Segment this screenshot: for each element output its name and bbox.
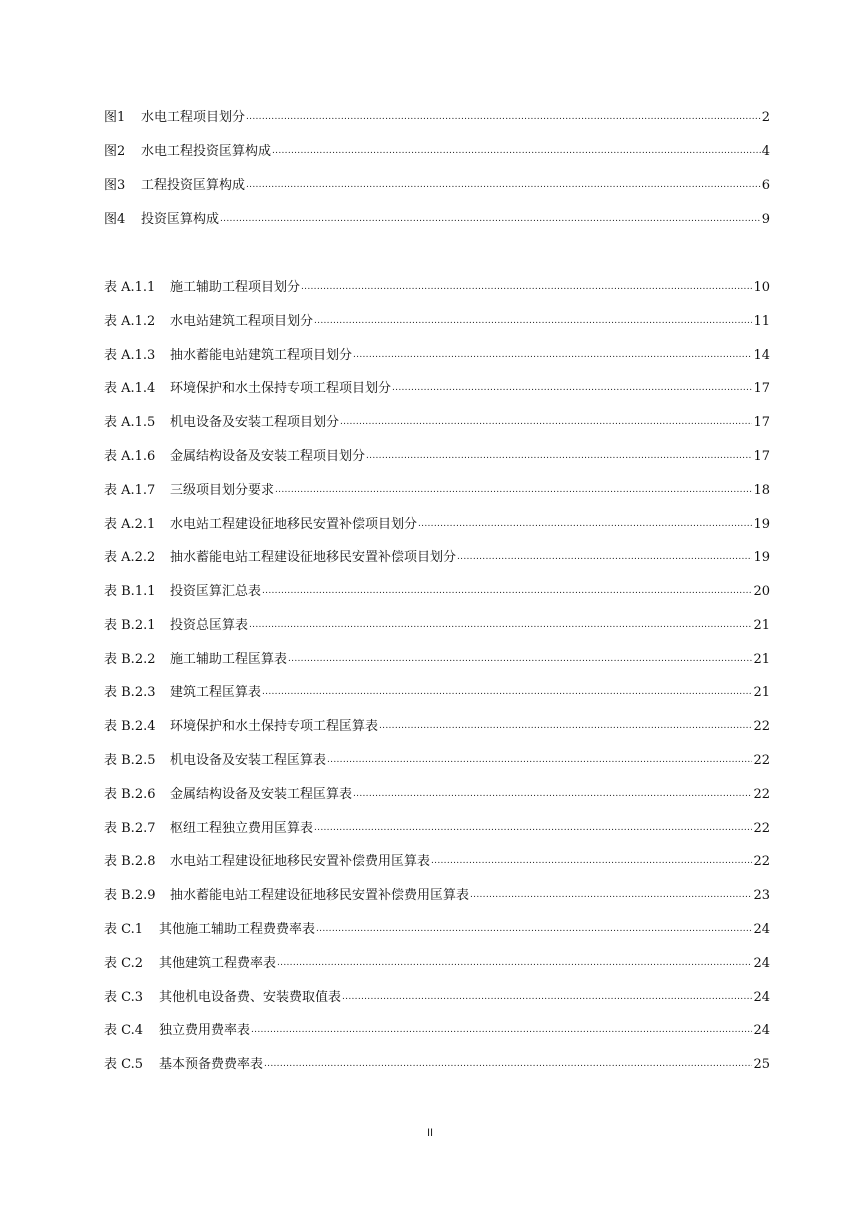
entry-title: 其他机电设备费、安装费取值表 xyxy=(159,990,342,1005)
dot-leader xyxy=(246,175,761,195)
dot-leader xyxy=(366,446,752,466)
toc-entry[interactable] xyxy=(104,920,770,940)
entry-title: 枢纽工程独立费用匡算表 xyxy=(170,821,314,836)
dot-leader xyxy=(418,514,752,534)
entry-page: 6 xyxy=(761,178,770,193)
entry-page: 25 xyxy=(753,1057,770,1072)
entry-label: 图1 xyxy=(104,110,126,125)
entry-label: 图3 xyxy=(104,178,126,193)
entry-page: 22 xyxy=(753,821,770,836)
dot-leader xyxy=(251,1020,752,1040)
entry-page: 22 xyxy=(753,719,770,734)
dot-leader xyxy=(249,615,752,635)
toc-entry[interactable] xyxy=(104,548,770,568)
entry-label: 表 C.3 xyxy=(104,990,144,1005)
entry-title: 投资总匡算表 xyxy=(170,618,249,633)
entry-label: 表 C.1 xyxy=(104,922,144,937)
entry-label: 表 A.1.4 xyxy=(104,381,156,396)
entry-page: 19 xyxy=(753,517,770,532)
entry-label: 表 A.1.3 xyxy=(104,348,156,363)
entry-title: 抽水蓄能电站工程建设征地移民安置补偿项目划分 xyxy=(170,550,457,565)
entry-title: 三级项目划分要求 xyxy=(170,483,275,498)
entry-title: 水电站建筑工程项目划分 xyxy=(170,314,314,329)
toc-entry[interactable] xyxy=(104,785,770,805)
entry-label: 表 B.2.3 xyxy=(104,685,156,700)
dot-leader xyxy=(470,885,752,905)
toc-entry[interactable] xyxy=(104,515,770,535)
entry-title: 工程投资匡算构成 xyxy=(141,178,246,193)
entry-label: 表 B.1.1 xyxy=(104,584,156,599)
dot-leader xyxy=(314,818,752,838)
entry-label: 表 B.2.9 xyxy=(104,888,156,903)
entry-label: 表 A.1.2 xyxy=(104,314,156,329)
dot-leader xyxy=(316,919,752,939)
toc-entry[interactable] xyxy=(104,582,770,602)
entry-title: 机电设备及安装工程匡算表 xyxy=(170,753,327,768)
entry-page: 9 xyxy=(761,212,770,227)
entry-title: 投资匡算汇总表 xyxy=(170,584,262,599)
entry-title: 抽水蓄能电站工程建设征地移民安置补偿费用匡算表 xyxy=(170,888,470,903)
entry-page: 22 xyxy=(753,753,770,768)
entry-page: 19 xyxy=(753,550,770,565)
entry-label: 图2 xyxy=(104,144,126,159)
entry-label: 表 C.2 xyxy=(104,956,144,971)
entry-title: 机电设备及安装工程项目划分 xyxy=(170,415,340,430)
entry-label: 表 B.2.8 xyxy=(104,854,156,869)
entry-page: 21 xyxy=(753,685,770,700)
toc-entry[interactable] xyxy=(104,683,770,703)
entry-label: 表 A.1.7 xyxy=(104,483,156,498)
page-number: II xyxy=(426,1127,434,1139)
entry-page: 21 xyxy=(753,618,770,633)
entry-label: 表 C.5 xyxy=(104,1057,144,1072)
toc-entry[interactable] xyxy=(104,413,770,433)
dot-leader xyxy=(277,953,752,973)
dot-leader xyxy=(457,547,752,567)
entry-label: 表 A.1.1 xyxy=(104,280,156,295)
entry-page: 24 xyxy=(753,1023,770,1038)
toc-entry[interactable] xyxy=(104,346,770,366)
dot-leader xyxy=(327,750,752,770)
dot-leader xyxy=(314,311,752,331)
entry-title: 抽水蓄能电站建筑工程项目划分 xyxy=(170,348,353,363)
toc-entry[interactable] xyxy=(104,1021,770,1041)
dot-leader xyxy=(431,851,752,871)
dot-leader xyxy=(342,987,752,1007)
entry-title: 其他施工辅助工程费费率表 xyxy=(159,922,316,937)
toc-entry[interactable] xyxy=(104,751,770,771)
entry-title: 独立费用费率表 xyxy=(159,1023,251,1038)
entry-title: 其他建筑工程费率表 xyxy=(159,956,277,971)
entry-title: 水电站工程建设征地移民安置补偿项目划分 xyxy=(170,517,418,532)
toc-entry[interactable] xyxy=(104,1055,770,1075)
dot-leader xyxy=(264,1054,752,1074)
toc-entry[interactable] xyxy=(104,176,770,196)
dot-leader xyxy=(220,209,761,229)
entry-label: 表 B.2.7 xyxy=(104,821,156,836)
entry-title: 施工辅助工程匡算表 xyxy=(170,652,288,667)
entry-page: 11 xyxy=(753,314,770,329)
entry-page: 2 xyxy=(761,110,770,125)
entry-page: 24 xyxy=(753,956,770,971)
toc-entry[interactable] xyxy=(104,717,770,737)
entry-page: 23 xyxy=(753,888,770,903)
entry-title: 金属结构设备及安装工程匡算表 xyxy=(170,787,353,802)
dot-leader xyxy=(288,649,752,669)
toc-entry[interactable] xyxy=(104,819,770,839)
toc-entry[interactable] xyxy=(104,142,770,162)
entry-label: 表 B.2.2 xyxy=(104,652,156,667)
entry-title: 金属结构设备及安装工程项目划分 xyxy=(170,449,366,464)
toc-entry[interactable] xyxy=(104,616,770,636)
dot-leader xyxy=(353,345,752,365)
entry-title: 建筑工程匡算表 xyxy=(170,685,262,700)
entry-label: 表 C.4 xyxy=(104,1023,144,1038)
entry-label: 图4 xyxy=(104,212,126,227)
entry-page: 17 xyxy=(753,415,770,430)
toc-entry[interactable] xyxy=(104,886,770,906)
entry-title: 环境保护和水土保持专项工程项目划分 xyxy=(170,381,392,396)
dot-leader xyxy=(379,716,752,736)
entry-page: 21 xyxy=(753,652,770,667)
dot-leader xyxy=(340,412,752,432)
entry-label: 表 A.2.2 xyxy=(104,550,156,565)
entry-label: 表 A.2.1 xyxy=(104,517,156,532)
entry-label: 表 B.2.6 xyxy=(104,787,156,802)
entry-page: 18 xyxy=(753,483,770,498)
toc-entry[interactable] xyxy=(104,954,770,974)
entry-page: 10 xyxy=(753,280,770,295)
entry-title: 环境保护和水土保持专项工程匡算表 xyxy=(170,719,379,734)
entry-title: 水电工程投资匡算构成 xyxy=(141,144,272,159)
entry-page: 24 xyxy=(753,990,770,1005)
toc-entry[interactable] xyxy=(104,852,770,872)
entry-page: 14 xyxy=(753,348,770,363)
toc-entry[interactable] xyxy=(104,650,770,670)
entry-label: 表 A.1.5 xyxy=(104,415,156,430)
entry-label: 表 B.2.4 xyxy=(104,719,156,734)
entry-page: 17 xyxy=(753,381,770,396)
entry-page: 4 xyxy=(761,144,770,159)
dot-leader xyxy=(246,107,761,127)
entry-title: 投资匡算构成 xyxy=(141,212,220,227)
entry-title: 水电工程项目划分 xyxy=(141,110,246,125)
entry-title: 施工辅助工程项目划分 xyxy=(170,280,301,295)
toc-entry[interactable] xyxy=(104,210,770,230)
toc-entry[interactable] xyxy=(104,312,770,332)
toc-entry[interactable] xyxy=(104,481,770,501)
entry-label: 表 B.2.5 xyxy=(104,753,156,768)
dot-leader xyxy=(262,682,752,702)
dot-leader xyxy=(392,378,752,398)
toc-entry[interactable] xyxy=(104,447,770,467)
entry-label: 表 B.2.1 xyxy=(104,618,156,633)
toc-entry[interactable] xyxy=(104,988,770,1008)
toc-entry[interactable] xyxy=(104,379,770,399)
dot-leader xyxy=(353,784,752,804)
entry-title: 基本预备费费率表 xyxy=(159,1057,264,1072)
toc-entry[interactable] xyxy=(104,108,770,128)
dot-leader xyxy=(301,277,752,297)
toc-entry[interactable] xyxy=(104,278,770,298)
entry-page: 20 xyxy=(753,584,770,599)
dot-leader xyxy=(262,581,752,601)
dot-leader xyxy=(275,480,752,500)
entry-label: 表 A.1.6 xyxy=(104,449,156,464)
entry-page: 24 xyxy=(753,922,770,937)
dot-leader xyxy=(272,141,761,161)
entry-page: 22 xyxy=(753,854,770,869)
entry-page: 22 xyxy=(753,787,770,802)
entry-page: 17 xyxy=(753,449,770,464)
entry-title: 水电站工程建设征地移民安置补偿费用匡算表 xyxy=(170,854,431,869)
